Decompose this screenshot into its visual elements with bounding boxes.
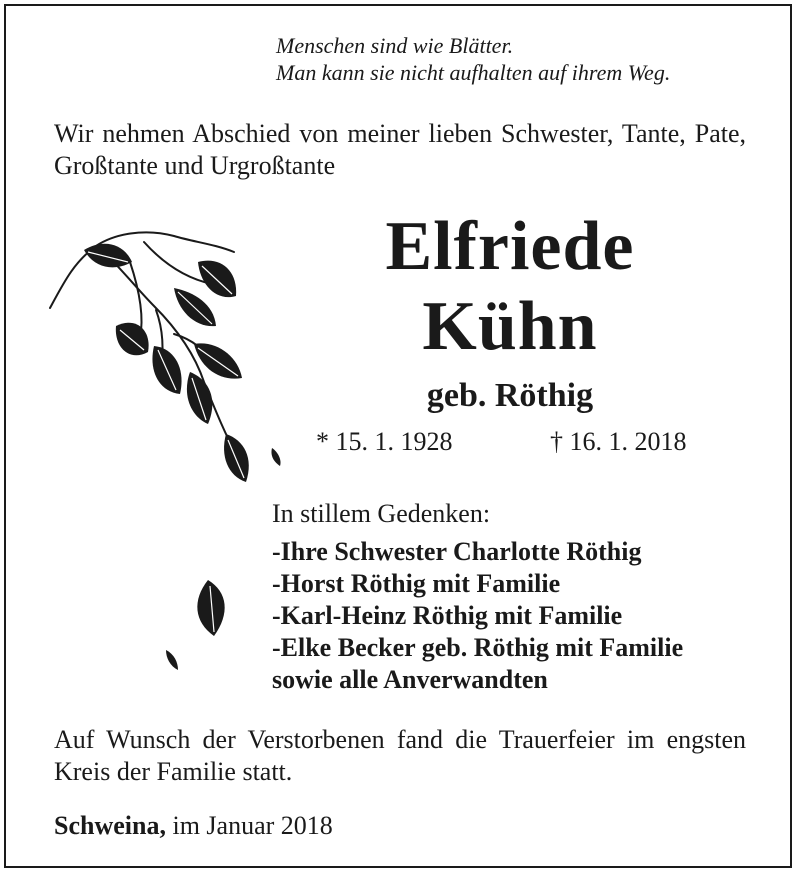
place-town: Schweina, [54,811,166,840]
place-date-text: im Januar 2018 [172,811,333,840]
memory-label: In stillem Gedenken: [272,499,491,528]
birch-leaves-icon [44,222,304,682]
motto-line-1: Menschen sind wie Blätter. [276,33,514,58]
intro-text: Wir nehmen Abschied von meiner lieben Schwester, Tante, Pate, Großtante und Urgroßtante [54,119,746,180]
motto-line-2: Man kann sie nicht aufhalten auf ihrem Weg. [276,60,671,85]
mourner-entry: sowie alle Anverwandten [272,665,548,694]
birth-date: * 15. 1. 1928 [316,427,453,456]
deceased-first-name: Elfriede [385,208,635,285]
death-date: † 16. 1. 2018 [550,427,687,456]
mourner-entry: -Horst Röthig mit Familie [272,569,561,598]
deceased-last-name: Kühn [422,288,598,365]
deceased-born-name: geb. Röthig [426,377,594,414]
mourner-entry: -Ihre Schwester Charlotte Röthig [272,537,642,566]
ceremony-note: Auf Wunsch der Verstorbenen fand die Trauerfeier im engsten Kreis der Familie statt. [54,725,746,786]
mourner-entry: -Karl-Heinz Röthig mit Familie [272,601,623,630]
place-date [54,810,333,842]
mourner-entry: -Elke Becker geb. Röthig mit Familie [272,633,684,662]
motto [276,32,670,86]
mourners-list [272,536,683,696]
